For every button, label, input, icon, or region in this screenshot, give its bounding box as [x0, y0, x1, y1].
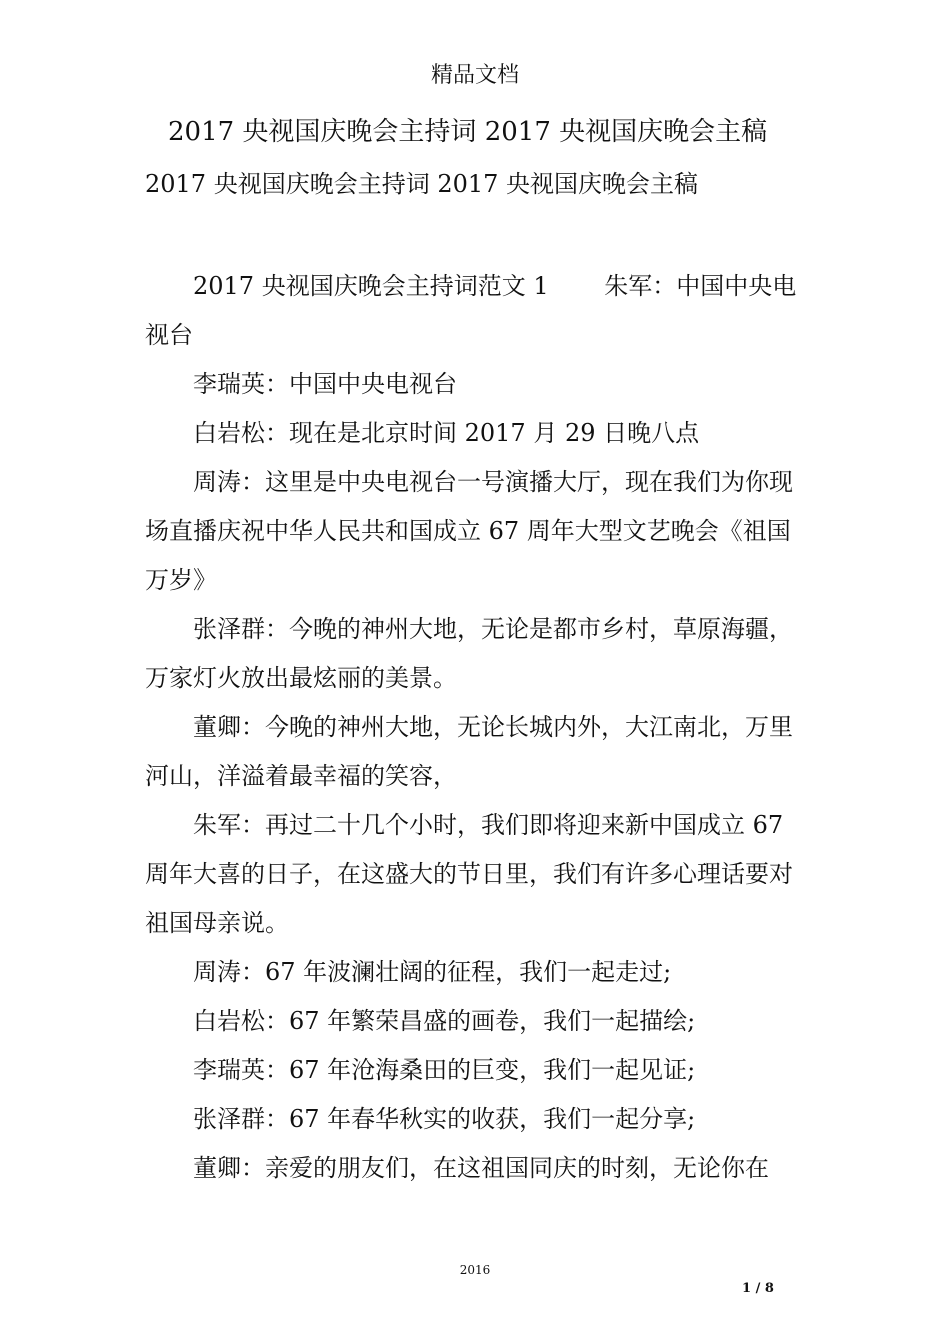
paragraph-11: 张泽群：67 年春华秋实的收获，我们一起分享;: [193, 1105, 696, 1133]
paragraph-7: 朱军：再过二十几个小时，我们即将迎来新中国成立 67 周年大喜的日子，在这盛大的节日里，我们有许多心理话要对祖国母亲说。: [145, 811, 793, 937]
document-subtitle: 2017 央视国庆晚会主持词 2017 央视国庆晚会主稿: [145, 170, 699, 198]
footer-year: 2016: [459, 1263, 491, 1277]
paragraph-10: 李瑞英：67 年沧海桑田的巨变，我们一起见证;: [193, 1056, 696, 1084]
paragraph-3: 白岩松：现在是北京时间 2017 月 29 日晚八点: [193, 419, 700, 447]
paragraph-1: 2017 央视国庆晚会主持词范文 1 朱军：中国中央电视台: [145, 272, 797, 349]
paragraph-9: 白岩松：67 年繁荣昌盛的画卷，我们一起描绘;: [193, 1007, 696, 1035]
document-body: [145, 262, 810, 1193]
paragraph-6: 董卿：今晚的神州大地，无论长城内外，大江南北，万里河山，洋溢着最幸福的笑容，: [145, 713, 793, 790]
paragraph-2: 李瑞英：中国中央电视台: [193, 370, 457, 398]
paragraph-12: 董卿：亲爱的朋友们，在这祖国同庆的时刻，无论你在: [193, 1154, 769, 1182]
paragraph-8: 周涛：67 年波澜壮阔的征程，我们一起走过;: [193, 958, 672, 986]
paragraph-5: 张泽群：今晚的神州大地，无论是都市乡村，草原海疆，万家灯火放出最炫丽的美景。: [145, 615, 793, 692]
paragraph-4: 周涛：这里是中央电视台一号演播大厅，现在我们为你现场直播庆祝中华人民共和国成立 67 周年大型文艺晚会《祖国万岁》: [145, 468, 793, 594]
document-header: 精品文档: [430, 63, 519, 88]
page-number: 1 / 8: [742, 1281, 774, 1296]
document-title: 2017 央视国庆晚会主持词 2017 央视国庆晚会主稿: [168, 117, 768, 147]
